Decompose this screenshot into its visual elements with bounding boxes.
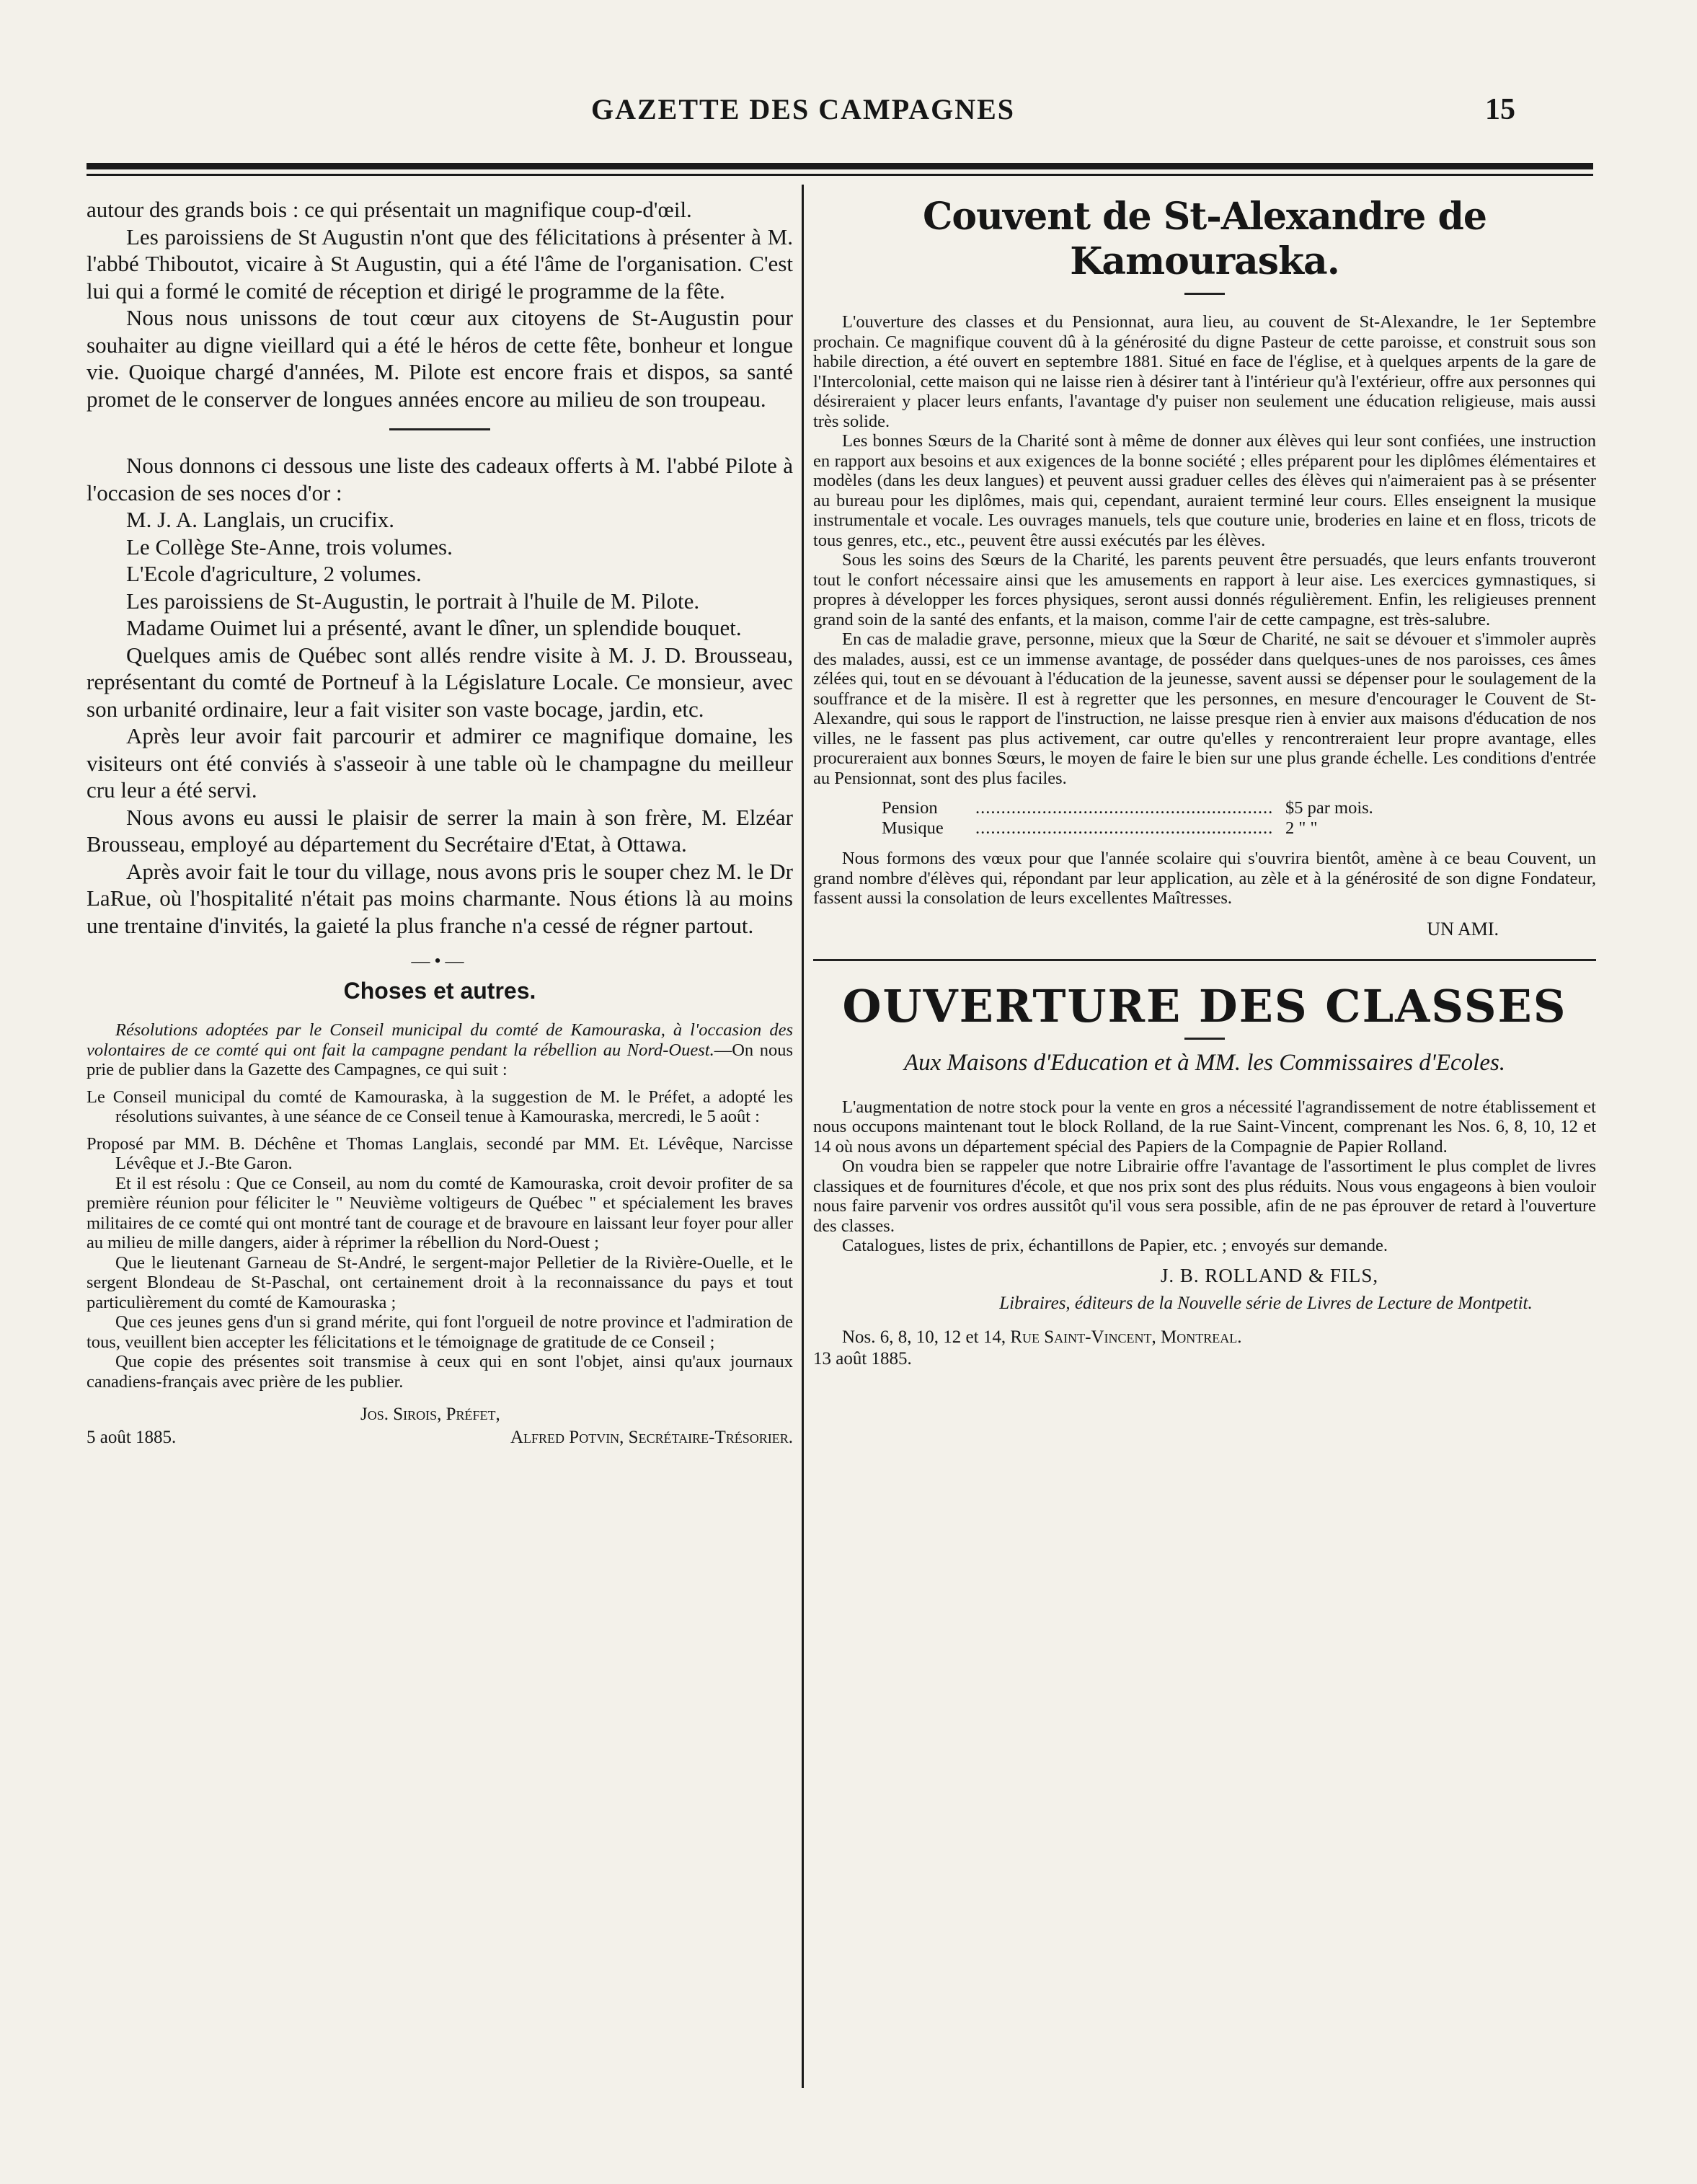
ornament-divider: —•— xyxy=(411,950,469,971)
signature-prefet xyxy=(87,1403,793,1426)
rolland-address xyxy=(813,1327,1596,1348)
fee-row xyxy=(882,798,1596,818)
right-column xyxy=(813,196,1596,1369)
paragraph: Nous formons des vœux pour que l'année scolaire qui s'ouvrira bientôt, amène à ce beau Couvent, un grand nombre d'élèves qui, répondant par leur application, au zèle et à la générosité de son digne Fondateur, fassent aussi la consolation de leurs excellentes Maîtresses. xyxy=(813,849,1596,908)
fee-label: Musique xyxy=(882,818,944,838)
paragraph: Nous nous unissons de tout cœur aux citoyens de St-Augustin pour souhaiter au digne vieillard qui a été le héros de cette fête, bonheur et longue vie. Quoique chargé d'années, M. Pilote est encore frais et dispos, sa santé promet de le conserver de longues années encore au milieu de son troupeau. xyxy=(87,305,793,412)
title-dash xyxy=(1184,1038,1225,1040)
resolutions-intro-italic: Résolutions adoptées par le Conseil municipal du comté de Kamouraska, à l'occasion des volontaires de ce comté qui ont fait la campagne pendant la rébellion au Nord-Ouest. xyxy=(87,1020,793,1060)
paragraph: Les bonnes Sœurs de la Charité sont à même de donner aux élèves qui leur sont confiées, une instruction en rapport aux besoins et aux exigences de la bonne société ; elles préparent pour les diplômes élémentaires et modèles (dans les deux langues) et peuvent aussi graduer celles des élèves qui n'aimeraient pas à se présenter au bureau pour les diplômes, mais qui, cependant, auraient terminé leur cours. Elles enseignent la musique instrumentale et vocale. Les ouvrages manuels, tels que couture unie, broderies en laine et en floss, tricots de tous genres, etc., etc., peuvent être aussi exécutés par les élèves. xyxy=(813,431,1596,550)
resolution-item: Que copie des présentes soit transmise à ceux qui en sont l'objet, ainsi qu'aux journaux canadiens-français avec prière de les publier. xyxy=(87,1352,793,1392)
rolland-date: 13 août 1885. xyxy=(813,1348,912,1369)
ouverture-title: OUVERTURE DES CLASSES xyxy=(842,979,1567,1033)
gift-item: Les paroissiens de St-Augustin, le portrait à l'huile de M. Pilote. xyxy=(126,588,700,614)
gift-item: M. J. A. Langlais, un crucifix. xyxy=(126,507,394,532)
paragraph: Après avoir fait le tour du village, nous avons pris le souper chez M. le Dr LaRue, où l'hospitalité n'était pas moins charmante. Nous étions là au moins une trentaine d'invités, la gaieté la plus franche n'a cessé de régner partout. xyxy=(87,858,793,938)
paragraph: Après leur avoir fait parcourir et admirer ce magnifique domaine, les visiteurs ont été conviés à s'asseoir à une table où le champagne du meilleur cru leur a été servi. xyxy=(87,723,793,803)
paragraph: On voudra bien se rappeler que notre Librairie offre l'avantage de l'assortiment le plus complet de livres classiques et de fournitures d'école, et que nos prix sont des plus réduits. Nous vous engageons à bien vouloir nous faire parvenir vos ordres aussitôt qu'il vous sera possible, afin de ne pas éprouver de retard à l'ouverture des classes. xyxy=(813,1157,1596,1236)
paragraph: En cas de maladie grave, personne, mieux que la Sœur de Charité, ne sait se dévouer et s'immoler auprès des malades, aussi, est ce un immense avantage, de posséder dans quelques-unes de nos paroisses, ces âmes zélées qui, tout en se dévouant à l'éducation de la jeunesse, savent aussi se dépenser pour le soulagement de la souffrance et de la misère. Il est à regretter que les personnes, en mesure d'encourager le Couvent de St-Alexandre, qui sous le rapport de l'instruction, ne laisse presque rien à envier aux maisons d'éducation de nos villes, ne le fassent pas plus activement, car outre qu'elles y rencontreraient leur propre avantage, elles procureraient aux bonnes Sœurs, le moyen de faire le bien sur une plus grande échelle. Les conditions d'entrée au Pensionnat, sont des plus faciles. xyxy=(813,629,1596,788)
resolution-item: Que le lieutenant Garneau de St-André, le sergent-major Pelletier de la Rivière-Ouelle, et le sergent Blondeau de St-Paschal, ont certainement droit à la reconnaissance du pays et tout particulièrement du comté de Kamouraska ; xyxy=(87,1252,793,1312)
signature-date: 5 août 1885. xyxy=(87,1428,177,1447)
title-dash xyxy=(1184,293,1225,295)
signature-row xyxy=(87,1426,793,1449)
fee-label: Pension xyxy=(882,798,938,818)
rolland-subtitle: Libraires, éditeurs de la Nouvelle série de Livres de Lecture de Montpetit. xyxy=(999,1293,1533,1313)
leader-dots: .......................................................... xyxy=(975,798,1274,818)
address-numbers: Nos. 6, 8, 10, 12 et 14, xyxy=(842,1327,1006,1347)
article-gifts xyxy=(87,452,793,939)
section-rule xyxy=(813,959,1596,961)
fees-table xyxy=(882,798,1596,839)
paragraph: Nous donnons ci dessous une liste des cadeaux offerts à M. l'abbé Pilote à l'occasion de ses noces d'or : xyxy=(87,453,793,505)
address-street: Rue Saint-Vincent, Montreal. xyxy=(1010,1327,1242,1347)
resolution-item: Que ces jeunes gens d'un si grand mérite, qui font l'orgueil de notre province et l'admiration de tous, veuillent bien accepter les félicitations et le témoignage de gratitude de ce Conseil ; xyxy=(87,1312,793,1352)
resolutions-intro-rest: —On nous prie de publier dans la Gazette des Campagnes, ce qui suit : xyxy=(87,1040,793,1079)
fee-value: 2 " " xyxy=(1285,818,1318,838)
paragraph: Sous les soins des Sœurs de la Charité, les parents peuvent être persuadés, que leurs enfants trouveront tout le confort nécessaire ainsi que les amusements en rapport à leur aise. Les exercices gymnastiques, si propres à développer les forces physiques, seront aussi donnés régulièrement. Enfin, les religieuses prennent grand soin de la santé des enfants, et la maison, comme l'air de cette campagne, est très-salubre. xyxy=(813,550,1596,629)
gift-item: Madame Ouimet lui a présenté, avant le dîner, un splendide bouquet. xyxy=(126,615,742,640)
separator xyxy=(389,428,490,430)
paragraph: Nous avons eu aussi le plaisir de serrer la main à son frère, M. Elzéar Brousseau, employé au département du Secrétaire d'Etat, à Ottawa. xyxy=(87,804,793,857)
resolution-item: Et il est résolu : Que ce Conseil, au nom du comté de Kamouraska, croit devoir profiter de sa première réunion pour féliciter le " Neuvième voltigeurs de Québec " et spécialement les braves militaires de ce comté qui ont montré tant de courage et de bravoure en laissant leur foyer pour aller au milieu de mille dangers, aider à réprimer la rébellion du Nord-Ouest ; xyxy=(87,1173,793,1252)
resolution-item: Proposé par MM. B. Déchêne et Thomas Langlais, secondé par MM. Et. Lévêque, Narcisse Lévêque et J.-Bte Garon. xyxy=(87,1133,793,1173)
rolland-ad xyxy=(813,1097,1596,1256)
article-st-augustin xyxy=(87,196,793,412)
leader-dots: .......................................................... xyxy=(975,818,1274,838)
paragraph: L'ouverture des classes et du Pensionnat, aura lieu, au couvent de St-Alexandre, le 1er Septembre prochain. Ce magnifique couvent dû à la générosité du digne Pasteur de cette paroisse, et construit sous son habile direction, a été ouvert en septembre 1881. Situé en face de l'église, et à quelques arpents de la gare de l'Intercolonial, cette maison qui ne laisse rien à désirer tant à l'intérieur qu'à l'extérieur, offre aux personnes qui désireraient y placer leurs enfants, l'avantage d'y puiser non seulement une éducation religieuse, mais aussi très solide. xyxy=(813,312,1596,431)
convent-title: Couvent de St-Alexandre de Kamouraska. xyxy=(923,195,1486,283)
fee-row xyxy=(882,818,1596,839)
resolution-item: Le Conseil municipal du comté de Kamouraska, à la suggestion de M. le Préfet, a adopté les résolutions suivantes, à une séance de ce Conseil tenue à Kamouraska, mercredi, le 5 août : xyxy=(87,1087,793,1126)
rolland-name: J. B. ROLLAND & FILS, xyxy=(1160,1264,1379,1286)
page-number: 15 xyxy=(1485,93,1515,126)
gift-item: Le Collège Ste-Anne, trois volumes. xyxy=(126,534,453,560)
left-column xyxy=(87,196,793,1449)
paragraph: Les paroissiens de St Augustin n'ont que des félicitations à présenter à M. l'abbé Thiboutot, vicaire à St Augustin, qui a été l'âme de l'organisation. C'est lui qui a formé le comité de réception et dirigé le programme de la fête. xyxy=(87,224,793,304)
convent-article xyxy=(813,312,1596,788)
fee-value: $5 par mois. xyxy=(1285,798,1373,818)
page-header xyxy=(0,87,1697,130)
signature-secretary: Alfred Potvin, Secrétaire-Trésorier. xyxy=(510,1428,793,1447)
convent-closing xyxy=(813,849,1596,908)
gift-item: L'Ecole d'agriculture, 2 volumes. xyxy=(126,561,422,586)
newspaper-title: GAZETTE DES CAMPAGNES xyxy=(591,93,1016,125)
paragraph: autour des grands bois : ce qui présentait un magnifique coup-d'œil. xyxy=(87,197,692,222)
section-title-choses: Choses et autres. xyxy=(343,978,536,1004)
paragraph: Quelques amis de Québec sont allés rendre visite à M. J. D. Brousseau, représentant du comté de Portneuf à la Législature Locale. Ce monsieur, avec son urbanité ordinaire, leur a fait visiter son vaste bocage, jardin, etc. xyxy=(87,642,793,722)
paragraph: L'augmentation de notre stock pour la vente en gros a nécessité l'agrandissement de notre établissement et nous occupons maintenant tout le block Rolland, de la rue Saint-Vincent, comprenant les Nos. 6, 8, 10, 12 et 14 où nous avons un département spécial des Papiers de la Compagnie de Papier Rolland. xyxy=(813,1097,1596,1157)
resolutions-intro xyxy=(87,1020,793,1080)
header-rule-thin xyxy=(87,174,1593,176)
header-rule-thick xyxy=(87,163,1593,169)
signature-block xyxy=(87,1403,793,1449)
signature-name: Jos. Sirois, Préfet, xyxy=(360,1405,500,1424)
paragraph: Catalogues, listes de prix, échantillons de Papier, etc. ; envoyés sur demande. xyxy=(842,1236,1388,1255)
convent-signature: UN AMI. xyxy=(1427,918,1499,940)
column-divider xyxy=(802,185,804,2088)
resolutions xyxy=(87,1020,793,1392)
ouverture-subtitle: Aux Maisons d'Education et à MM. les Commissaires d'Ecoles. xyxy=(903,1049,1506,1076)
